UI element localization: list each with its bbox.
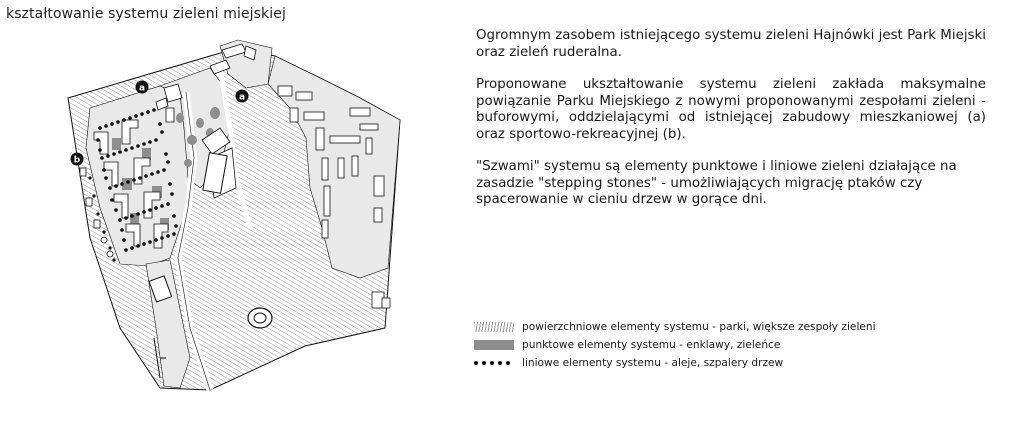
description xyxy=(476,28,986,225)
marker-a-north xyxy=(136,81,149,94)
svg-text:b: b xyxy=(73,155,81,166)
legend-item-point xyxy=(474,336,994,354)
green-patch xyxy=(196,118,204,128)
site-map xyxy=(60,28,450,398)
legend xyxy=(474,318,994,372)
description-paragraph-2: Proponowane ukształtowanie systemu zieleni zakłada maksymalne powiązanie Parku Miejskiego z nowymi proponowanymi zespołami zieleni - buforowymi, oddzielającymi od istniejącej zabudowy mieszkaniowej (a) oraz sportowo-rekreacyjnej (b). xyxy=(476,77,986,142)
marker-b xyxy=(71,153,84,166)
svg-text:a: a xyxy=(138,83,146,94)
marker-a-east xyxy=(236,90,249,103)
legend-label: powierzchniowe elementy systemu - parki, większe zespoły zieleni xyxy=(522,321,876,333)
green-patch xyxy=(187,135,197,145)
green-patch xyxy=(210,107,220,119)
page-title: kształtowanie systemu zieleni miejskiej xyxy=(6,6,286,22)
hatch-swatch-icon xyxy=(474,322,514,332)
green-patch xyxy=(112,138,121,150)
legend-label: liniowe elementy systemu - aleje, szpalery drzew xyxy=(522,357,784,369)
site-map-drawing xyxy=(60,28,450,398)
legend-item-areal xyxy=(474,318,994,336)
stadium xyxy=(248,308,272,328)
description-paragraph-3: "Szwami" systemu są elementy punktowe i liniowe zieleni działające na zasadzie "stepping stones" - umożliwiających migrację ptaków czy spacerowanie w cieniu drzew w gorące dni. xyxy=(476,159,957,207)
dots-swatch-icon xyxy=(474,358,514,368)
svg-text:a: a xyxy=(238,92,246,103)
gray-swatch-icon xyxy=(474,340,514,350)
green-patch xyxy=(176,113,184,123)
green-patch xyxy=(184,159,192,167)
description-paragraph-1: Ogromnym zasobem istniejącego systemu zieleni Hajnówki jest Park Miejski oraz zieleń ruderalna. xyxy=(476,28,986,60)
legend-label: punktowe elementy systemu - enklawy, zieleńce xyxy=(522,339,781,351)
legend-item-linear xyxy=(474,354,994,372)
